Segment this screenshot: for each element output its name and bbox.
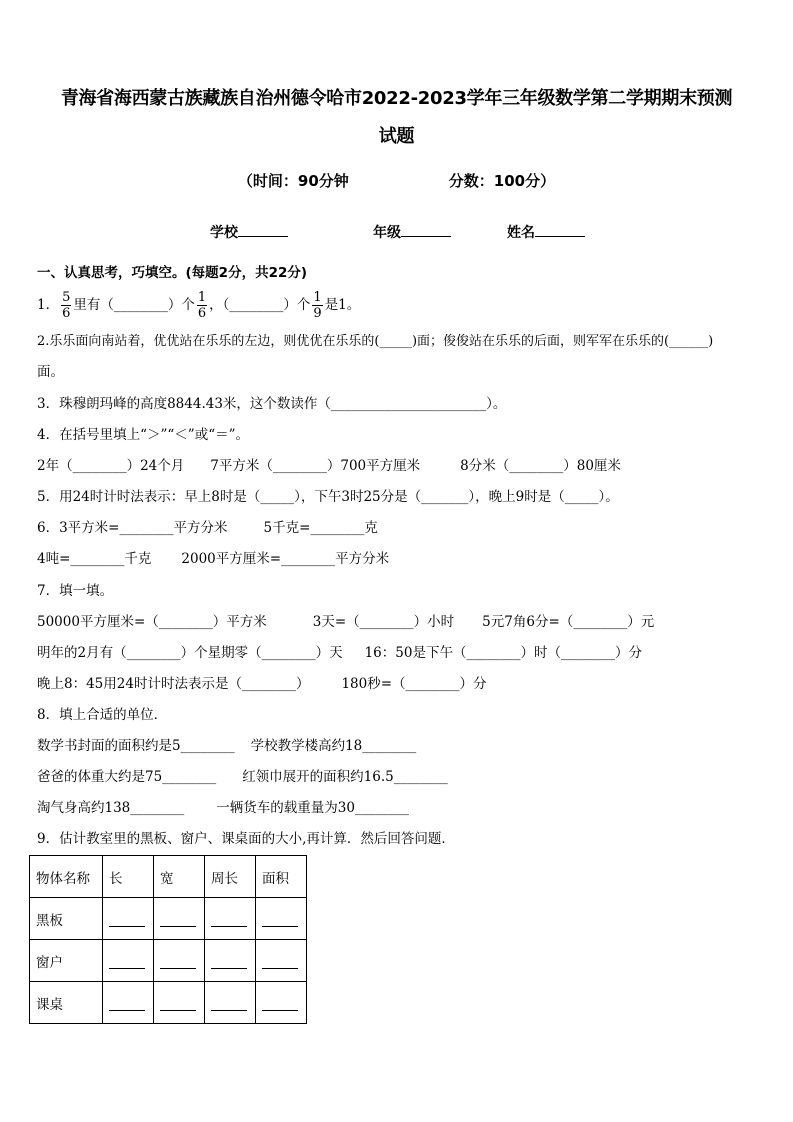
grade-field[interactable]	[373, 222, 451, 242]
q6-item-c: 4吨=________千克	[37, 551, 152, 567]
question-1	[37, 288, 360, 322]
q7-item-f: 晚上8：45用24时计时法表示是（________）	[37, 676, 310, 692]
question-7	[37, 582, 113, 600]
q1-frac-2: $\frac{1}{6}$	[197, 290, 207, 321]
exam-time: （时间：90分钟	[237, 172, 349, 190]
q8-item-e: 淘气身高约138________	[37, 800, 185, 816]
answer-cell[interactable]	[103, 982, 154, 1024]
question-2	[37, 333, 713, 351]
q8-item-d: 红领巾展开的面积约16.5________	[242, 769, 448, 785]
table-row	[30, 940, 307, 982]
answer-cell[interactable]	[154, 982, 205, 1024]
question-4	[37, 426, 249, 444]
answer-cell[interactable]	[205, 940, 256, 982]
q4-item-a: 2年（________）24个月	[37, 458, 185, 474]
table-header-cell: 物体名称	[30, 856, 103, 898]
question-7-row-1	[37, 613, 654, 631]
table-header-cell: 长	[103, 856, 154, 898]
row-label: 课桌	[30, 982, 103, 1024]
q7-item-e: 16：50是下午（________）时（________）分	[364, 645, 642, 661]
school-field[interactable]	[210, 222, 288, 242]
exam-meta	[0, 170, 793, 191]
question-8-row-2	[37, 768, 448, 786]
question-7-row-3	[37, 675, 487, 693]
q9-text: 9．估计教室里的黑板、窗户、课桌面的大小,再计算．然后回答问题．	[37, 831, 455, 847]
q1-frac-1: $\frac{5}{6}$	[62, 290, 71, 321]
table-row	[30, 982, 307, 1024]
section-heading-text: 一、认真思考，巧填空。(每题2分，共22分)	[37, 265, 308, 281]
table-header-cell: 面积	[256, 856, 307, 898]
row-label: 黑板	[30, 898, 103, 940]
question-4-items	[37, 457, 621, 475]
q3-text: 3．珠穆朗玛峰的高度8844.43米，这个数读作（_______________________）。	[37, 396, 507, 412]
question-8	[37, 706, 167, 724]
q5-text: 5．用24时计时法表示：早上8时是（_____），下午3时25分是（_______），晚上9时是（_____）。	[37, 489, 619, 505]
q8-item-c: 爸爸的体重大约是75________	[37, 769, 217, 785]
estimate-table	[29, 855, 307, 1024]
q7-item-b: 3天=（________）小时	[312, 614, 455, 630]
name-field[interactable]	[507, 222, 585, 242]
q4-item-c: 8分米（________）80厘米	[460, 458, 621, 474]
q1-num: 1．	[37, 297, 60, 313]
name-blank[interactable]	[535, 222, 585, 237]
grade-blank[interactable]	[401, 222, 451, 237]
table-header-cell: 周长	[205, 856, 256, 898]
answer-cell[interactable]	[205, 898, 256, 940]
table-header-cell: 宽	[154, 856, 205, 898]
q8-item-a: 数学书封面的面积约是5________	[37, 738, 235, 754]
table-header-row	[30, 856, 307, 898]
q7-item-c: 5元7角6分=（________）元	[482, 614, 655, 630]
q6-item-d: 2000平方厘米=________平方分米	[181, 551, 390, 567]
answer-cell[interactable]	[205, 982, 256, 1024]
table-row	[30, 898, 307, 940]
school-label: 学校	[210, 225, 238, 241]
title-line-1: 青海省海西蒙古族藏族自治州德令哈市2022-2023学年三年级数学第二学期期末预测	[60, 88, 733, 109]
title-line-2: 试题	[378, 126, 415, 147]
answer-cell[interactable]	[256, 982, 307, 1024]
answer-cell[interactable]	[256, 940, 307, 982]
q6-item-a: 6．3平方米=________平方分米	[37, 520, 228, 536]
question-6-row-1	[37, 519, 378, 537]
question-6-row-2	[37, 550, 389, 568]
q7-item-g: 180秒=（________）分	[341, 676, 487, 692]
row-label: 窗户	[30, 940, 103, 982]
question-3	[37, 395, 506, 413]
q1-text-3: 是1。	[324, 297, 361, 313]
name-label: 姓名	[507, 225, 535, 241]
question-2-cont	[37, 363, 64, 381]
q2-line-2: 面。	[37, 364, 64, 380]
q7-item-a: 50000平方厘米=（________）平方米	[37, 614, 267, 630]
q2-line-1: 2.乐乐面向南站着，优优站在乐乐的左边，则优优在乐乐的(_____)面；俊俊站在乐乐的后面，则军军在乐乐的(______)	[37, 334, 714, 349]
q7-item-d: 明年的2月有（________）个星期零（________）天	[37, 645, 343, 661]
school-blank[interactable]	[238, 222, 288, 237]
q4-text: 4．在括号里填上“＞”“＜”或“＝”。	[37, 427, 249, 443]
q8-item-f: 一辆货车的载重量为30________	[216, 800, 409, 816]
q8-item-b: 学校教学楼高约18________	[250, 738, 417, 754]
answer-cell[interactable]	[103, 940, 154, 982]
answer-cell[interactable]	[154, 940, 205, 982]
section-heading	[37, 264, 307, 282]
q8-text: 8．填上合适的单位．	[37, 707, 168, 723]
answer-cell[interactable]	[154, 898, 205, 940]
question-5	[37, 488, 619, 506]
q6-item-b: 5千克=________克	[263, 520, 378, 536]
question-8-row-3	[37, 799, 409, 817]
grade-label: 年级	[373, 225, 401, 241]
q1-text-2: ，（________）个	[209, 297, 311, 313]
exam-score: 分数：100分）	[448, 172, 556, 190]
q1-text-1: 里有（________）个	[73, 297, 195, 313]
q1-frac-3: $\frac{1}{9}$	[313, 290, 322, 321]
question-8-row-1	[37, 737, 416, 755]
answer-cell[interactable]	[103, 898, 154, 940]
document-title	[30, 80, 763, 156]
q4-item-b: 7平方米（________）700平方厘米	[210, 458, 421, 474]
answer-cell[interactable]	[256, 898, 307, 940]
question-9	[37, 830, 455, 848]
q7-text: 7．填一填。	[37, 583, 114, 599]
question-7-row-2	[37, 644, 642, 662]
